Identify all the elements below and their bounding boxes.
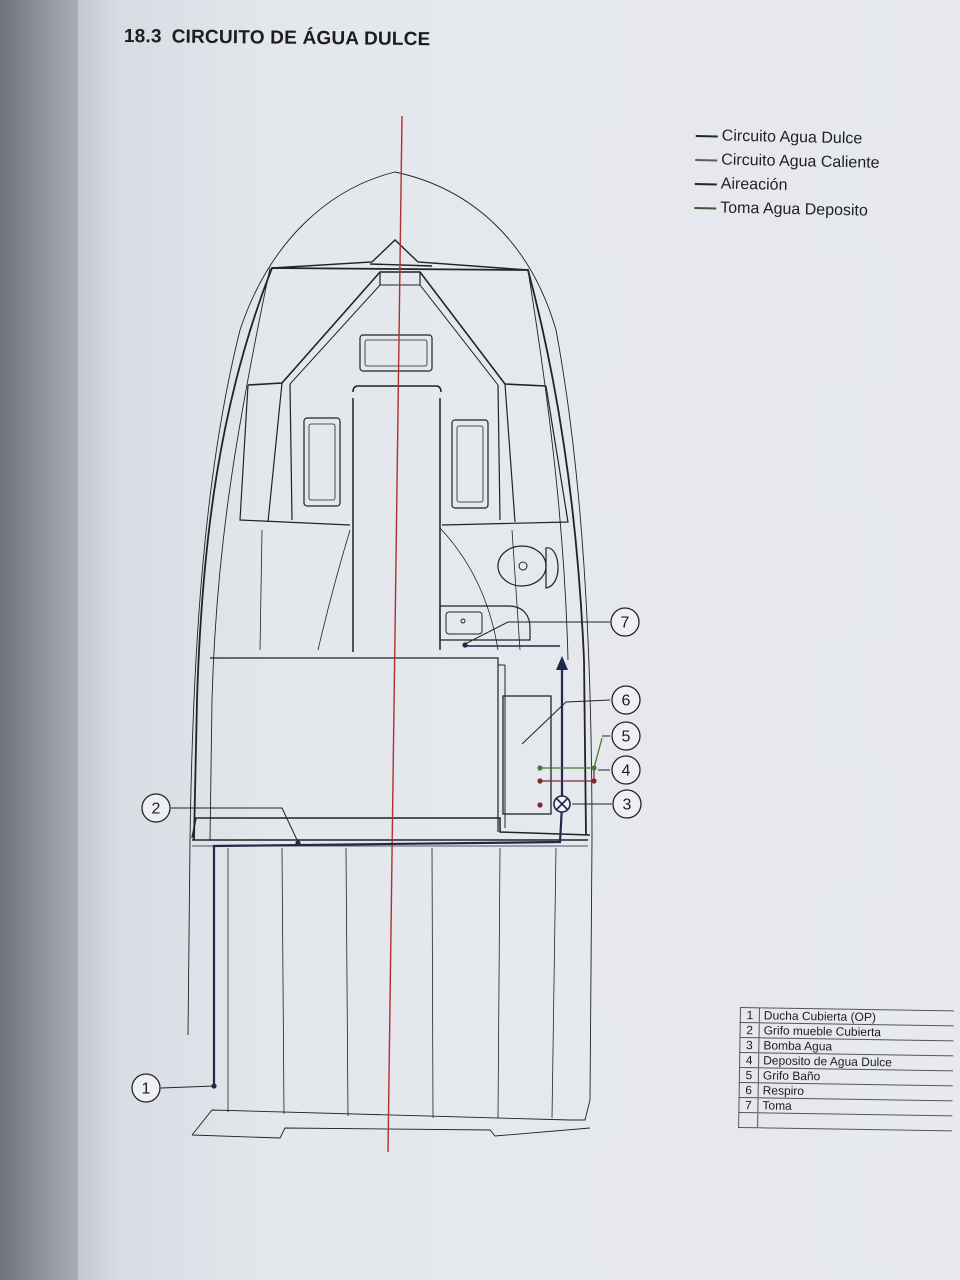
- parts-table: [738, 1007, 954, 1131]
- leader-6: [522, 700, 610, 744]
- legend-label: Aireación: [720, 175, 788, 194]
- leader-1: [161, 1086, 214, 1088]
- legend-swatch: [694, 207, 716, 209]
- sink: [440, 606, 530, 640]
- part-label: [758, 1113, 953, 1131]
- part-number: 6: [739, 1082, 758, 1097]
- cockpit-floor: [192, 818, 590, 840]
- legend-swatch: [695, 159, 717, 161]
- part-label: Bomba Agua: [759, 1038, 954, 1056]
- part-label: Grifo mueble Cubierta: [759, 1023, 954, 1041]
- part-label: Respiro: [758, 1083, 953, 1101]
- transom-outline: [192, 1100, 590, 1138]
- part-label: Grifo Baño: [758, 1068, 953, 1086]
- legend-label: Circuito Agua Caliente: [721, 151, 880, 172]
- callout-5-label: 5: [621, 728, 631, 746]
- legend-item-tank-intake: [694, 196, 934, 225]
- part-label: Ducha Cubierta (OP): [759, 1008, 954, 1026]
- part-number: 3: [740, 1038, 759, 1053]
- part-number: 5: [739, 1068, 758, 1083]
- part-number: 1: [740, 1008, 759, 1023]
- cabin-inner-outline: [210, 268, 270, 840]
- legend: [694, 124, 936, 225]
- fresh-water-main-pipe: [214, 806, 562, 1086]
- callout-2-label: 2: [151, 800, 161, 818]
- legend-swatch: [695, 183, 717, 185]
- cockpit-bulkhead: [210, 658, 498, 832]
- legend-label: Toma Agua Deposito: [720, 199, 869, 220]
- part-number: [739, 1112, 758, 1127]
- callout-3-label: 3: [622, 796, 632, 814]
- intake-line: [540, 738, 602, 768]
- flow-arrow: [556, 656, 568, 670]
- section-number: 18.3: [123, 26, 162, 48]
- section-title: CIRCUITO DE ÁGUA DULCE: [171, 26, 431, 51]
- part-label: Deposito de Agua Dulce: [759, 1053, 954, 1071]
- table-row: [739, 1112, 953, 1130]
- part-number: 4: [740, 1053, 759, 1068]
- callout-4-label: 4: [621, 762, 631, 780]
- part-number: 7: [739, 1097, 758, 1112]
- water-tank: [503, 696, 551, 814]
- legend-swatch: [696, 135, 718, 137]
- callout-6-label: 6: [621, 692, 631, 710]
- callout-7-label: 7: [620, 614, 630, 632]
- water-pump: [554, 796, 570, 812]
- part-label: Toma: [758, 1098, 953, 1116]
- toilet-bowl: [498, 546, 546, 586]
- part-number: 2: [740, 1023, 759, 1038]
- legend-label: Circuito Agua Dulce: [721, 127, 863, 148]
- callout-1-label: 1: [141, 1080, 151, 1098]
